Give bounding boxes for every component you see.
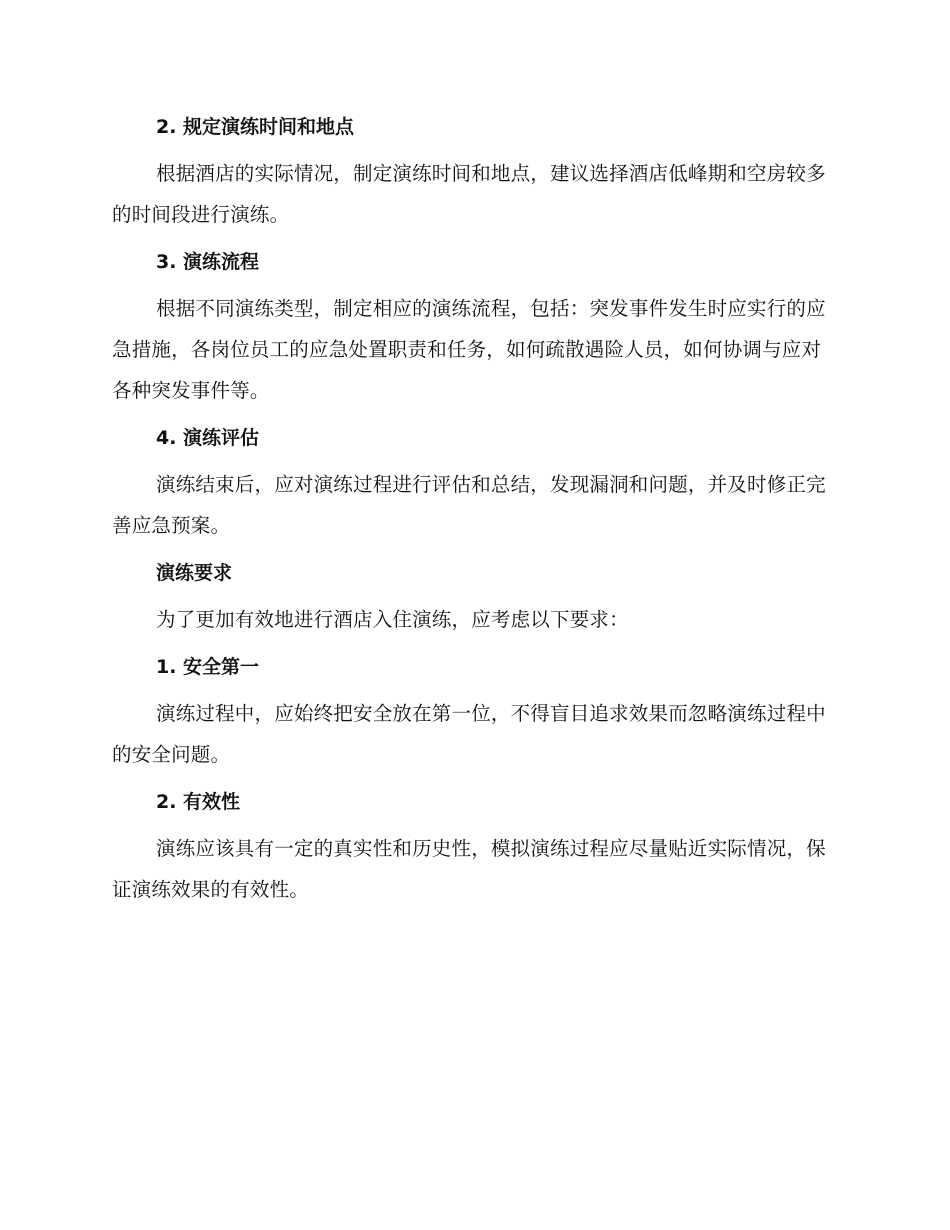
section-heading-requirements: 演练要求 — [156, 562, 233, 584]
paragraph-process: 根据不同演练类型，制定相应的演练流程，包括：突发事件发生时应实行的应急措施，各岗位员工的应急处置职责和任务，如何疏散遇险人员，如何协调与应对各种突发事件等。 — [112, 297, 826, 402]
section-heading-schedule: 2. 规定演练时间和地点 — [156, 116, 355, 138]
section-heading-effectiveness: 2. 有效性 — [156, 791, 241, 813]
paragraph-safety: 演练过程中，应始终把安全放在第一位，不得盲目追求效果而忽略演练过程中的安全问题。 — [112, 702, 826, 766]
paragraph-schedule: 根据酒店的实际情况，制定演练时间和地点，建议选择酒店低峰期和空房较多的时间段进行演练。 — [112, 162, 826, 226]
paragraph-evaluation: 演练结束后，应对演练过程进行评估和总结，发现漏洞和问题，并及时修正完善应急预案。 — [112, 473, 826, 537]
paragraph-effectiveness: 演练应该具有一定的真实性和历史性，模拟演练过程应尽量贴近实际情况，保证演练效果的有效性。 — [112, 837, 826, 901]
document-page — [112, 110, 828, 920]
section-heading-evaluation: 4. 演练评估 — [156, 427, 260, 449]
section-heading-safety: 1. 安全第一 — [156, 656, 260, 678]
paragraph-requirements-intro: 为了更加有效地进行酒店入住演练，应考虑以下要求： — [156, 608, 629, 631]
section-heading-process: 3. 演练流程 — [156, 251, 260, 273]
